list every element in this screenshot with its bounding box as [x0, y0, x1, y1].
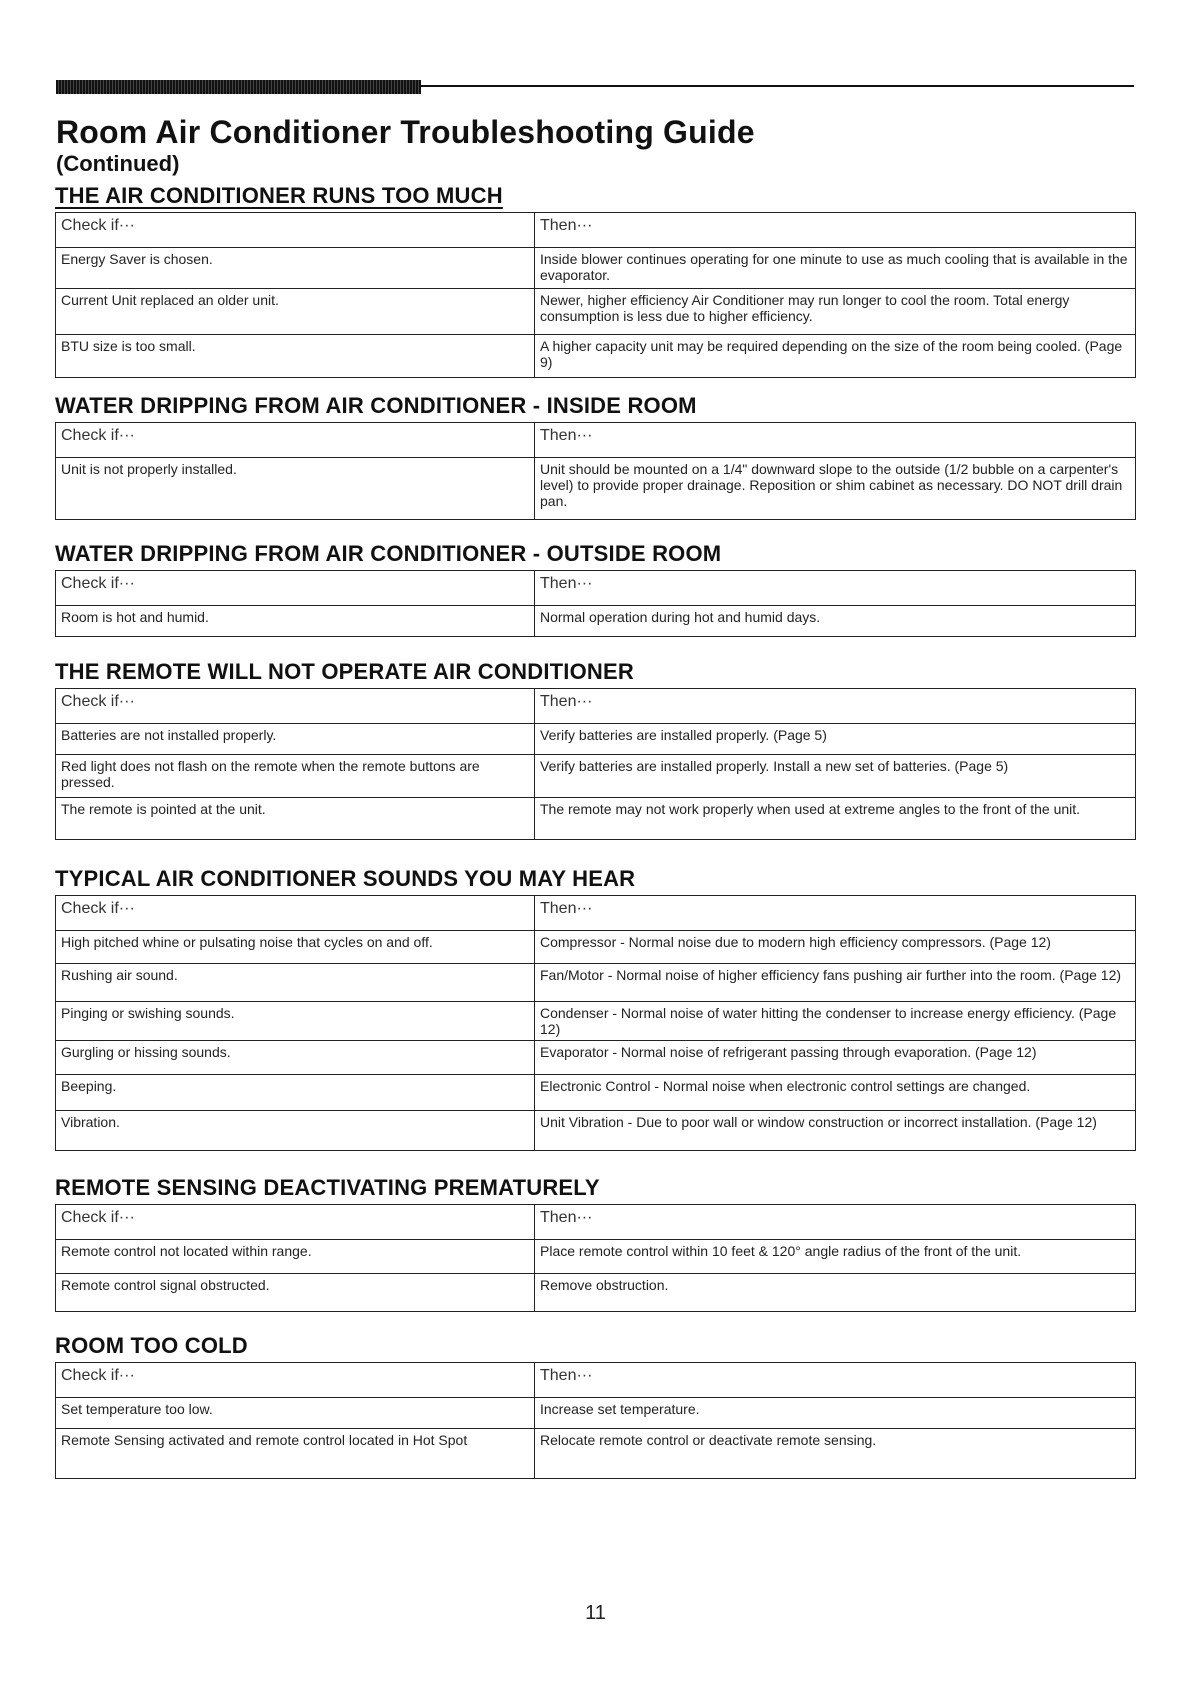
troubleshooting-table — [55, 688, 1136, 840]
troubleshooting-table — [55, 1362, 1136, 1479]
table-row — [56, 1429, 1136, 1479]
troubleshooting-table — [55, 570, 1136, 637]
then-cell: Increase set temperature. — [535, 1398, 1136, 1429]
section-heading: ROOM TOO COLD — [55, 1333, 248, 1358]
check-header: Check if··· — [56, 896, 535, 931]
page-number: 11 — [585, 1602, 606, 1624]
table-header-row — [56, 1205, 1136, 1240]
then-cell: Inside blower continues operating for one minute to use as much cooling that is available in the evaporator. — [535, 248, 1136, 289]
then-header: Then··· — [535, 423, 1136, 458]
table-row — [56, 1111, 1136, 1151]
check-cell: Rushing air sound. — [56, 964, 535, 1002]
then-header: Then··· — [535, 689, 1136, 724]
section-heading: WATER DRIPPING FROM AIR CONDITIONER - INSIDE ROOM — [55, 393, 697, 418]
header-rule-thin — [421, 85, 1134, 87]
check-header: Check if··· — [56, 1363, 535, 1398]
header-rule-thick — [56, 80, 421, 94]
table-header-row — [56, 571, 1136, 606]
check-cell: Set temperature too low. — [56, 1398, 535, 1429]
section-dripping-outside — [55, 541, 1135, 637]
table-row — [56, 1274, 1136, 1312]
then-header: Then··· — [535, 571, 1136, 606]
table-row — [56, 248, 1136, 289]
section-typical-sounds — [55, 866, 1135, 1151]
check-cell: Pinging or swishing sounds. — [56, 1002, 535, 1041]
check-cell: Remote Sensing activated and remote control located in Hot Spot — [56, 1429, 535, 1479]
then-header: Then··· — [535, 1363, 1136, 1398]
table-row — [56, 1240, 1136, 1274]
section-runs-too-much — [55, 183, 1135, 378]
table-header-row — [56, 423, 1136, 458]
troubleshooting-table — [55, 212, 1136, 378]
section-heading: THE REMOTE WILL NOT OPERATE AIR CONDITIONER — [55, 659, 634, 684]
table-row — [56, 931, 1136, 964]
table-header-row — [56, 896, 1136, 931]
check-cell: Remote control signal obstructed. — [56, 1274, 535, 1312]
then-cell: Evaporator - Normal noise of refrigerant passing through evaporation. (Page 12) — [535, 1041, 1136, 1075]
table-row — [56, 755, 1136, 798]
check-cell: The remote is pointed at the unit. — [56, 798, 535, 840]
then-header: Then··· — [535, 1205, 1136, 1240]
check-cell: Batteries are not installed properly. — [56, 724, 535, 755]
table-row — [56, 289, 1136, 335]
troubleshooting-table — [55, 1204, 1136, 1312]
then-cell: Fan/Motor - Normal noise of higher efficiency fans pushing air further into the room. (Page 12) — [535, 964, 1136, 1002]
section-heading: TYPICAL AIR CONDITIONER SOUNDS YOU MAY HEAR — [55, 866, 636, 891]
check-cell: Beeping. — [56, 1075, 535, 1111]
check-cell: Current Unit replaced an older unit. — [56, 289, 535, 335]
header-rule — [56, 80, 1134, 94]
then-header: Then··· — [535, 213, 1136, 248]
section-heading: REMOTE SENSING DEACTIVATING PREMATURELY — [55, 1175, 600, 1200]
troubleshooting-table — [55, 895, 1136, 1151]
section-dripping-inside — [55, 393, 1135, 520]
check-header: Check if··· — [56, 213, 535, 248]
check-header: Check if··· — [56, 423, 535, 458]
then-cell: Verify batteries are installed properly. Install a new set of batteries. (Page 5) — [535, 755, 1136, 798]
check-cell: Gurgling or hissing sounds. — [56, 1041, 535, 1075]
check-header: Check if··· — [56, 689, 535, 724]
then-cell: Electronic Control - Normal noise when electronic control settings are changed. — [535, 1075, 1136, 1111]
table-row — [56, 1075, 1136, 1111]
section-heading: WATER DRIPPING FROM AIR CONDITIONER - OUTSIDE ROOM — [55, 541, 722, 566]
then-cell: Normal operation during hot and humid days. — [535, 606, 1136, 637]
check-cell: BTU size is too small. — [56, 335, 535, 378]
check-cell: Room is hot and humid. — [56, 606, 535, 637]
table-header-row — [56, 1363, 1136, 1398]
then-cell: Compressor - Normal noise due to modern high efficiency compressors. (Page 12) — [535, 931, 1136, 964]
table-row — [56, 1002, 1136, 1041]
table-row — [56, 335, 1136, 378]
table-row — [56, 1398, 1136, 1429]
section-heading: THE AIR CONDITIONER RUNS TOO MUCH — [55, 183, 503, 208]
troubleshooting-table — [55, 422, 1136, 520]
table-row — [56, 1041, 1136, 1075]
table-row — [56, 798, 1136, 840]
then-cell: Relocate remote control or deactivate remote sensing. — [535, 1429, 1136, 1479]
page-subtitle: (Continued) — [56, 151, 180, 176]
then-cell: Unit Vibration - Due to poor wall or window construction or incorrect installation. (Page 12) — [535, 1111, 1136, 1151]
then-cell: Condenser - Normal noise of water hitting the condenser to increase energy efficiency. (Page 12) — [535, 1002, 1136, 1041]
then-cell: Unit should be mounted on a 1/4" downward slope to the outside (1/2 bubble on a carpenter's level) to provide proper drainage. Reposition or shim cabinet as necessary. DO NOT drill drain pan. — [535, 458, 1136, 520]
table-row — [56, 964, 1136, 1002]
then-cell: Remove obstruction. — [535, 1274, 1136, 1312]
then-header: Then··· — [535, 896, 1136, 931]
page-title: Room Air Conditioner Troubleshooting Guide — [56, 114, 755, 150]
check-cell: High pitched whine or pulsating noise that cycles on and off. — [56, 931, 535, 964]
section-room-too-cold — [55, 1333, 1135, 1479]
check-header: Check if··· — [56, 1205, 535, 1240]
check-cell: Vibration. — [56, 1111, 535, 1151]
then-cell: Newer, higher efficiency Air Conditioner may run longer to cool the room. Total energy consumption is less due to higher efficiency. — [535, 289, 1136, 335]
table-row — [56, 724, 1136, 755]
check-cell: Red light does not flash on the remote when the remote buttons are pressed. — [56, 755, 535, 798]
check-header: Check if··· — [56, 571, 535, 606]
section-remote-not-operate — [55, 659, 1135, 840]
then-cell: Place remote control within 10 feet & 120° angle radius of the front of the unit. — [535, 1240, 1136, 1274]
table-header-row — [56, 689, 1136, 724]
check-cell: Energy Saver is chosen. — [56, 248, 535, 289]
then-cell: A higher capacity unit may be required depending on the size of the room being cooled. (Page 9) — [535, 335, 1136, 378]
check-cell: Unit is not properly installed. — [56, 458, 535, 520]
then-cell: Verify batteries are installed properly. (Page 5) — [535, 724, 1136, 755]
table-row — [56, 606, 1136, 637]
section-remote-sensing — [55, 1175, 1135, 1312]
table-header-row — [56, 213, 1136, 248]
table-row — [56, 458, 1136, 520]
then-cell: The remote may not work properly when used at extreme angles to the front of the unit. — [535, 798, 1136, 840]
check-cell: Remote control not located within range. — [56, 1240, 535, 1274]
